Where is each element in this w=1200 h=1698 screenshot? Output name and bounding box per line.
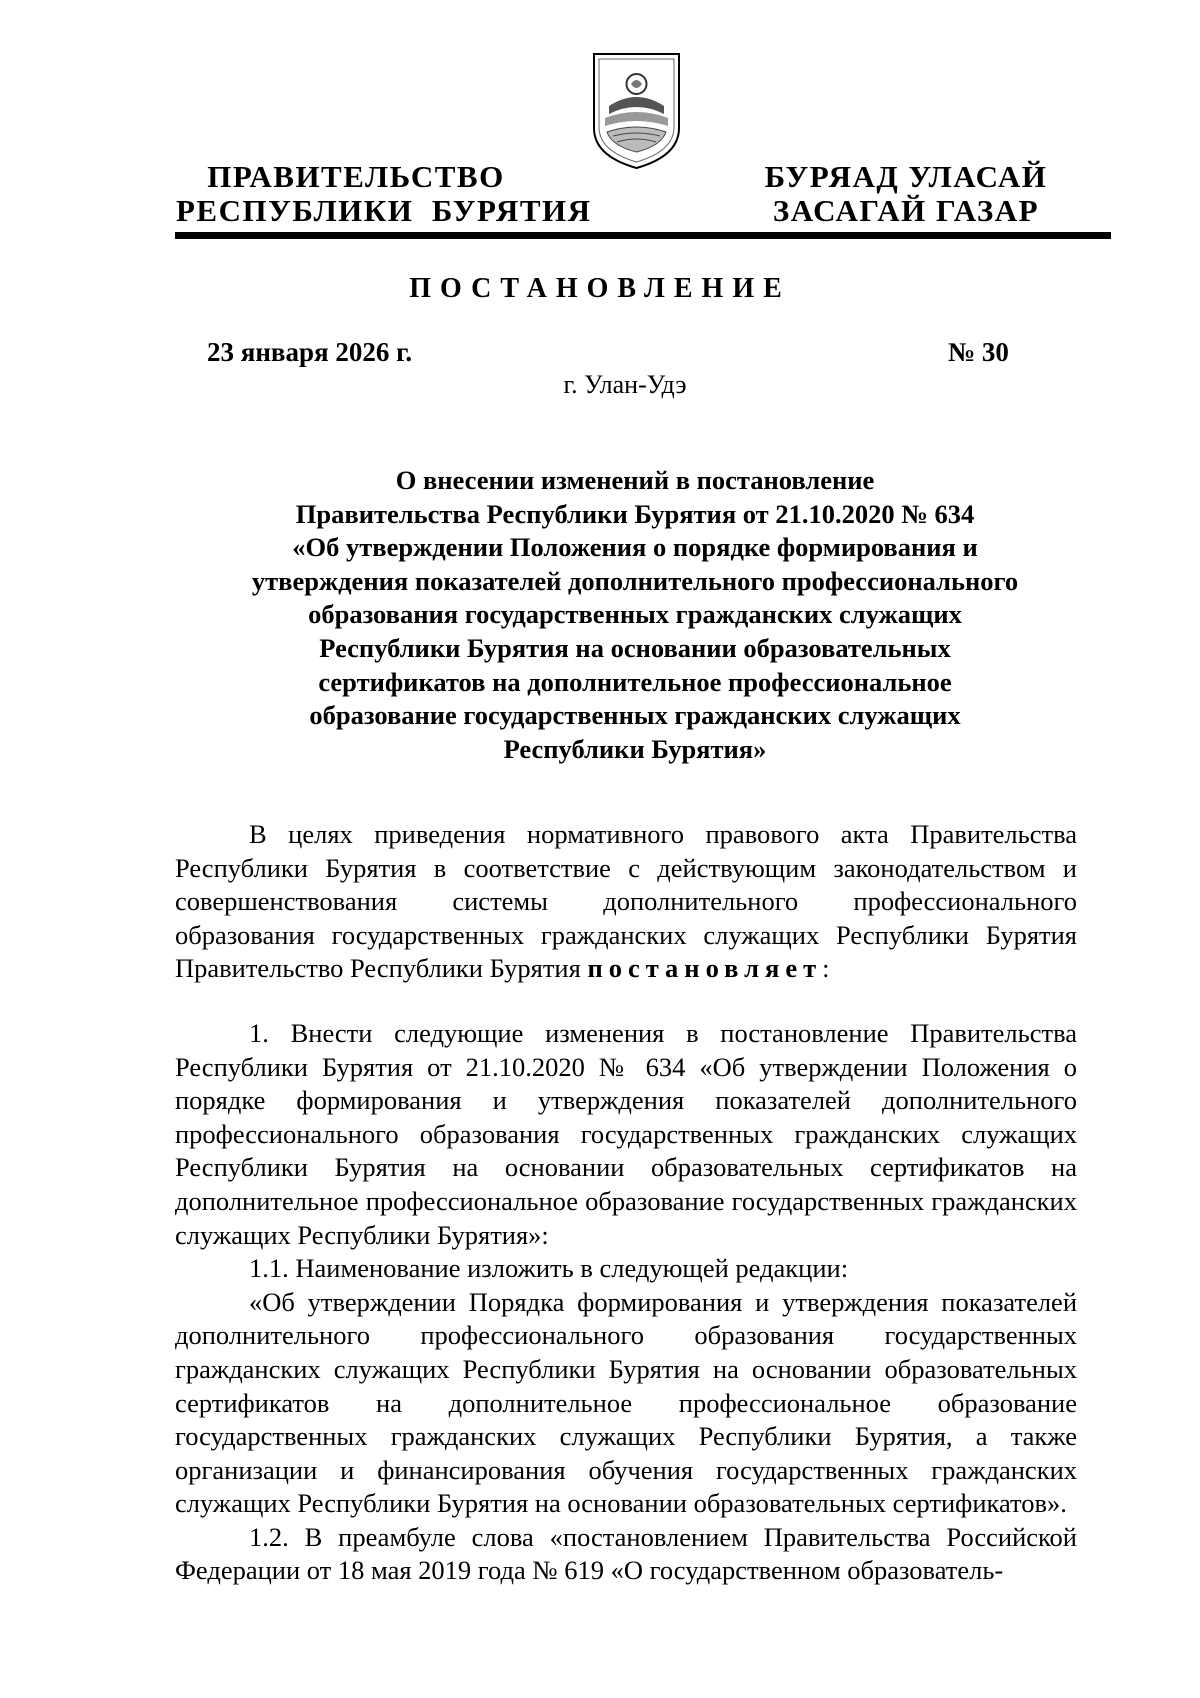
- title-line: сертификатов на дополнительное профессиональное: [318, 666, 952, 697]
- title-line: Правительства Республики Бурятия от 21.10.2020 № 634: [295, 498, 975, 529]
- title-line: утверждения показателей дополнительного профессионального: [251, 565, 1019, 596]
- decree-keyword: постановляет: [587, 953, 823, 984]
- paragraph-1-1: 1.1. Наименование изложить в следующей редакции:: [249, 1253, 849, 1284]
- government-name-bua: [756, 160, 1056, 228]
- government-name-bua-line2: ЗАСАГАЙ ГАЗАР: [772, 193, 1040, 228]
- title-line: образования государственных гражданских служащих: [308, 599, 962, 630]
- government-name-ru-line1: ПРАВИТЕЛЬСТВО: [207, 159, 505, 194]
- title-line: Республики Бурятия»: [503, 733, 767, 764]
- preamble-text: В целях приведения нормативного правового акта Правительства Республики Бурятия в соответствие с действующим законодательством и совершенствования системы дополнительного профессионального образования государственных гражданских служащих Республики Бурятия Правительство Республики Бурятия: [175, 819, 1077, 984]
- coat-of-arms-icon: [589, 48, 684, 172]
- title-line: Республики Бурятия на основании образовательных: [319, 632, 951, 663]
- title-line: образование государственных гражданских служащих: [309, 700, 961, 731]
- document-number: № 30: [948, 337, 1009, 367]
- header-divider: [175, 232, 1111, 239]
- document-date: 23 января 2026 г.: [207, 337, 413, 367]
- government-name-bua-line1: БУРЯАД УЛАСАЙ: [764, 159, 1048, 194]
- paragraph-1-2: 1.2. В преамбуле слова «постановлением Правительства Российской Федерации от 18 мая 2019 года № 619 «О государственном образователь-: [175, 1521, 1077, 1586]
- document-title: [180, 464, 1090, 766]
- preamble-paragraph: [175, 818, 1077, 986]
- government-name-ru-line2: РЕСПУБЛИКИ БУРЯТИЯ: [176, 193, 592, 228]
- title-line: О внесении изменений в постановление: [395, 465, 875, 495]
- document-body: [175, 818, 1077, 1588]
- paragraph-1-1-quote: «Об утверждении Порядка формирования и утверждения показателей дополнительного профессионального образования государственных гражданских служащих Республики Бурятия на основании образовательных сертификатов на дополнительное профессиональное образование государственных гражданских служащих Республики Бурятия, а также организации и финансирования обучения государственных гражданских служащих Республики Бурятия на основании образовательных сертификатов».: [175, 1286, 1077, 1519]
- paragraph-1: 1. Внести следующие изменения в постановление Правительства Республики Бурятия от 21.10.2020 № 634 «Об утверждении Положения о порядке формирования и утверждения показателей дополнительного профессионального образования государственных гражданских служащих Республики Бурятия на основании образовательных сертификатов на дополнительное профессиональное образование государственных гражданских служащих Республики Бурятия»:: [175, 1017, 1077, 1250]
- preamble-end: :: [822, 953, 830, 984]
- document-city: г. Улан-Удэ: [563, 370, 687, 399]
- document-type: ПОСТАНОВЛЕНИЕ: [409, 273, 791, 304]
- title-line: «Об утверждении Положения о порядке формирования и: [292, 532, 978, 563]
- government-name-ru: [176, 159, 592, 228]
